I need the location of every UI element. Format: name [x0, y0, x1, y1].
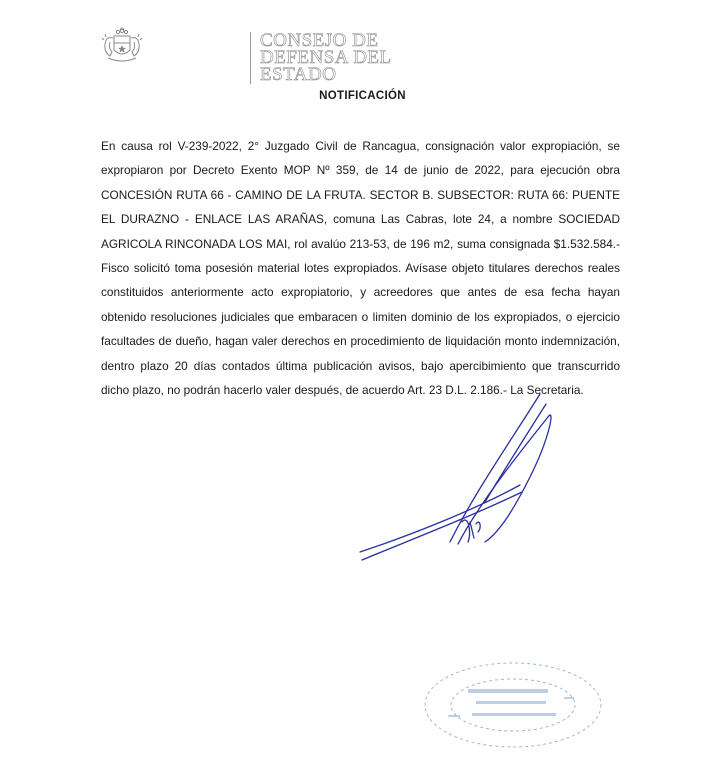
chile-coat-of-arms-icon [100, 26, 144, 64]
notification-body: En causa rol V-239-2022, 2° Juzgado Civil de Rancagua, consignación valor expropiación, se expropiaron por Decreto Exento MOP Nº 359, de 14 de junio de 2022, para ejecución obra CONCESIÓN RUTA 66 - CAMINO DE LA FRUTA. SECTOR B. SUBSECTOR: RUTA 66: PUENTE EL DURAZNO - ENLACE LAS ARAÑAS, comuna Las Cabras, lote 24, a nombre SOCIEDAD AGRICOLA RINCONADA LOS MAI, rol avalúo 213-53, de 196 m2, suma consignada $1.532.584.- Fisco solicitó toma posesión material lotes expropiados. Avísase objeto titulares derechos reales constituidos anteriormente acto expropiatorio, y acreedores que antes de esa fecha hayan obtenido resoluciones judiciales que embaracen o limiten dominio de los expropiados, o ejercicio facultades de dueño, hagan valer derechos en procedimiento de liquidación monto indemnización, dentro plazo 20 días contados última publicación avisos, bajo apercibimiento que transcurrido dicho plazo, no podrán hacerlo valer después, de acuerdo Art. 23 D.L. 2.186.- La Secretaria. [101, 139, 620, 398]
handwritten-signature [350, 382, 580, 582]
document-title: NOTIFICACIÓN [319, 90, 406, 102]
official-seal-stamp [418, 655, 608, 755]
org-name-line-1: CONSEJO DE [260, 30, 379, 51]
org-name-line-3: ESTADO [260, 64, 337, 85]
org-name-line-2: DEFENSA DEL [260, 47, 392, 68]
org-name [260, 32, 392, 83]
document-title-wrap [0, 90, 725, 102]
cde-logo [100, 24, 392, 86]
logo-divider [250, 32, 251, 84]
